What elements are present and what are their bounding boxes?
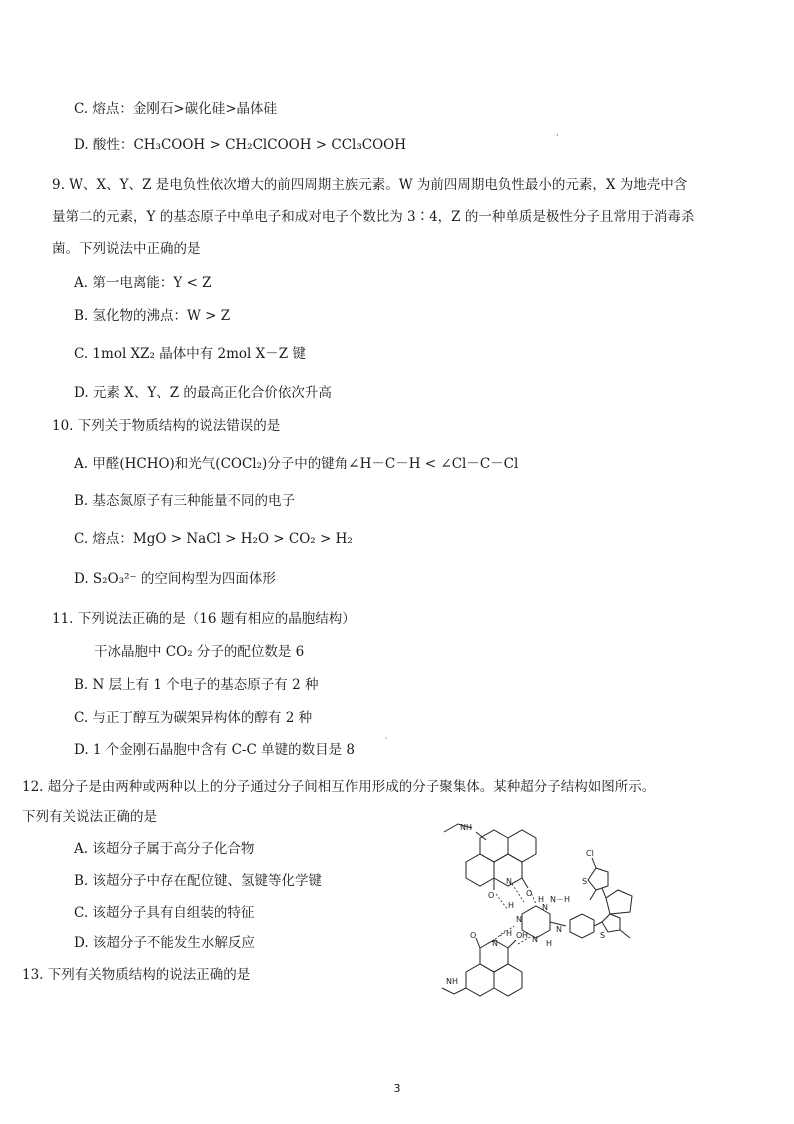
q12-stem-line1: 12. 超分子是由两种或两种以上的分子通过分子间相互作用形成的分子聚集体。某种超分子结构如图所示。 <box>22 779 656 795</box>
lower-thiophene-ring <box>602 914 620 932</box>
q9-stem-line2: 量第二的元素，Y 的基态原子中单电子和成对电子个数比为 3∶4，Z 的一种单质是极性分子且常用于消毒杀 <box>52 209 695 225</box>
top-carbonyl-2 <box>522 878 528 888</box>
label-h4: H <box>522 931 529 940</box>
q8-option-d-formula: CH₃COOH > CH₂ClCOOH > CCl₃COOH <box>133 137 407 153</box>
q10-option-b: B. 基态氮原子有三种能量不同的电子 <box>74 493 296 509</box>
top-ring-2 <box>508 830 536 862</box>
page-number: 3 <box>393 1082 401 1095</box>
cyclopentene-ring <box>606 890 632 914</box>
q10-stem: 10. 下列关于物质结构的说法错误的是 <box>52 418 281 434</box>
q8-option-d <box>74 136 406 154</box>
label-s2: S <box>600 931 606 940</box>
label-cl: Cl <box>586 849 594 858</box>
q11-option-c: C. 与正丁醇互为碳架异构体的醇有 2 种 <box>74 710 313 726</box>
q11-option-b: B. N 层上有 1 个电子的基态原子有 2 种 <box>74 677 319 693</box>
label-nh-bottom: NH <box>446 977 458 986</box>
cyclopentene-thiophene-bond <box>602 888 606 898</box>
bottom-ethyl-chain <box>442 988 466 994</box>
q9-option-d: D. 元素 X、Y、Z 的最高正化合价依次升高 <box>74 385 332 401</box>
q9-option-b: B. 氢化物的沸点：W > Z <box>74 308 231 324</box>
label-nh-top: NH <box>460 823 472 832</box>
q8-option-d-label: D. 酸性： <box>74 137 134 153</box>
q12-option-a: A. 该超分子属于高分子化合物 <box>74 841 255 857</box>
q10-option-a: A. 甲醛(HCHO)和光气(COCl₂)分子中的键角∠H－C－H < ∠Cl－C－Cl <box>74 456 519 472</box>
label-o2: O <box>526 889 533 898</box>
bottom-ring-2 <box>494 964 522 996</box>
scan-mark: , <box>556 128 559 138</box>
q9-stem-line3: 菌。下列说法中正确的是 <box>52 241 201 257</box>
top-ring-1 <box>480 830 508 862</box>
label-n3: N <box>516 915 522 924</box>
label-o1: O <box>488 891 495 900</box>
top-ring-3 <box>466 854 494 886</box>
bottom-ring-1 <box>466 964 494 996</box>
scan-mark: ` <box>384 738 389 748</box>
label-o4: O <box>516 931 523 940</box>
label-s1: S <box>582 877 588 886</box>
label-n6: N <box>556 925 562 934</box>
q11-option-a: 干冰晶胞中 CO₂ 分子的配位数是 6 <box>94 644 305 660</box>
bottom-carbonyl-2 <box>508 940 516 948</box>
bottom-carbonyl-1 <box>476 938 480 948</box>
label-n2: N <box>492 939 498 948</box>
label-n5: N <box>532 935 538 944</box>
label-n1: N <box>506 877 512 886</box>
q10-option-c: C. 熔点：MgO > NaCl > H₂O > CO₂ > H₂ <box>74 531 353 547</box>
phenyl-thiophene-bond <box>594 922 602 926</box>
label-h3: H <box>506 929 513 938</box>
q9-option-c: C. 1mol XZ₂ 晶体中有 2mol X－Z 键 <box>74 346 306 362</box>
label-h5: H <box>546 939 553 948</box>
label-o3: O <box>470 931 477 940</box>
q12-option-c: C. 该超分子具有自组装的特征 <box>74 905 255 921</box>
chloro-bond <box>592 858 596 868</box>
q11-option-d: D. 1 个金刚石晶胞中含有 C-C 单键的数目是 8 <box>74 742 355 758</box>
q12-stem-line2: 下列有关说法正确的是 <box>22 809 157 825</box>
methyl-bond-upper <box>590 890 596 900</box>
phenyl-ring <box>570 914 594 938</box>
hydrogen-bond-2 <box>512 884 524 902</box>
label-h2: H <box>538 895 545 904</box>
label-n4: N <box>542 903 548 912</box>
q13-stem: 13. 下列有关物质结构的说法正确的是 <box>22 967 251 983</box>
upper-thiophene-ring <box>588 868 608 890</box>
q9-stem-line1: 9. W、X、Y、Z 是电负性依次增大的前四周期主族元素。W 为前四周期电负性最小的元素，X 为地壳中含 <box>52 177 688 193</box>
q12-option-d: D. 该超分子不能发生水解反应 <box>74 935 255 951</box>
q10-option-d: D. S₂O₃²⁻ 的空间构型为四面体形 <box>74 571 276 587</box>
hydrogen-bond-1 <box>496 894 508 910</box>
q9-option-a: A. 第一电离能：Y < Z <box>74 275 212 291</box>
supramolecule-figure <box>436 818 646 998</box>
methyl-bond-lower <box>620 930 630 938</box>
q8-option-c: C. 熔点：金刚石>碳化硅>晶体硅 <box>74 101 278 117</box>
q11-stem: 11. 下列说法正确的是（16 题有相应的晶胞结构） <box>52 611 356 627</box>
label-nh-a: N－H <box>550 895 570 904</box>
label-h1: H <box>508 901 515 910</box>
q12-option-b: B. 该超分子中存在配位键、氢键等化学键 <box>74 873 323 889</box>
